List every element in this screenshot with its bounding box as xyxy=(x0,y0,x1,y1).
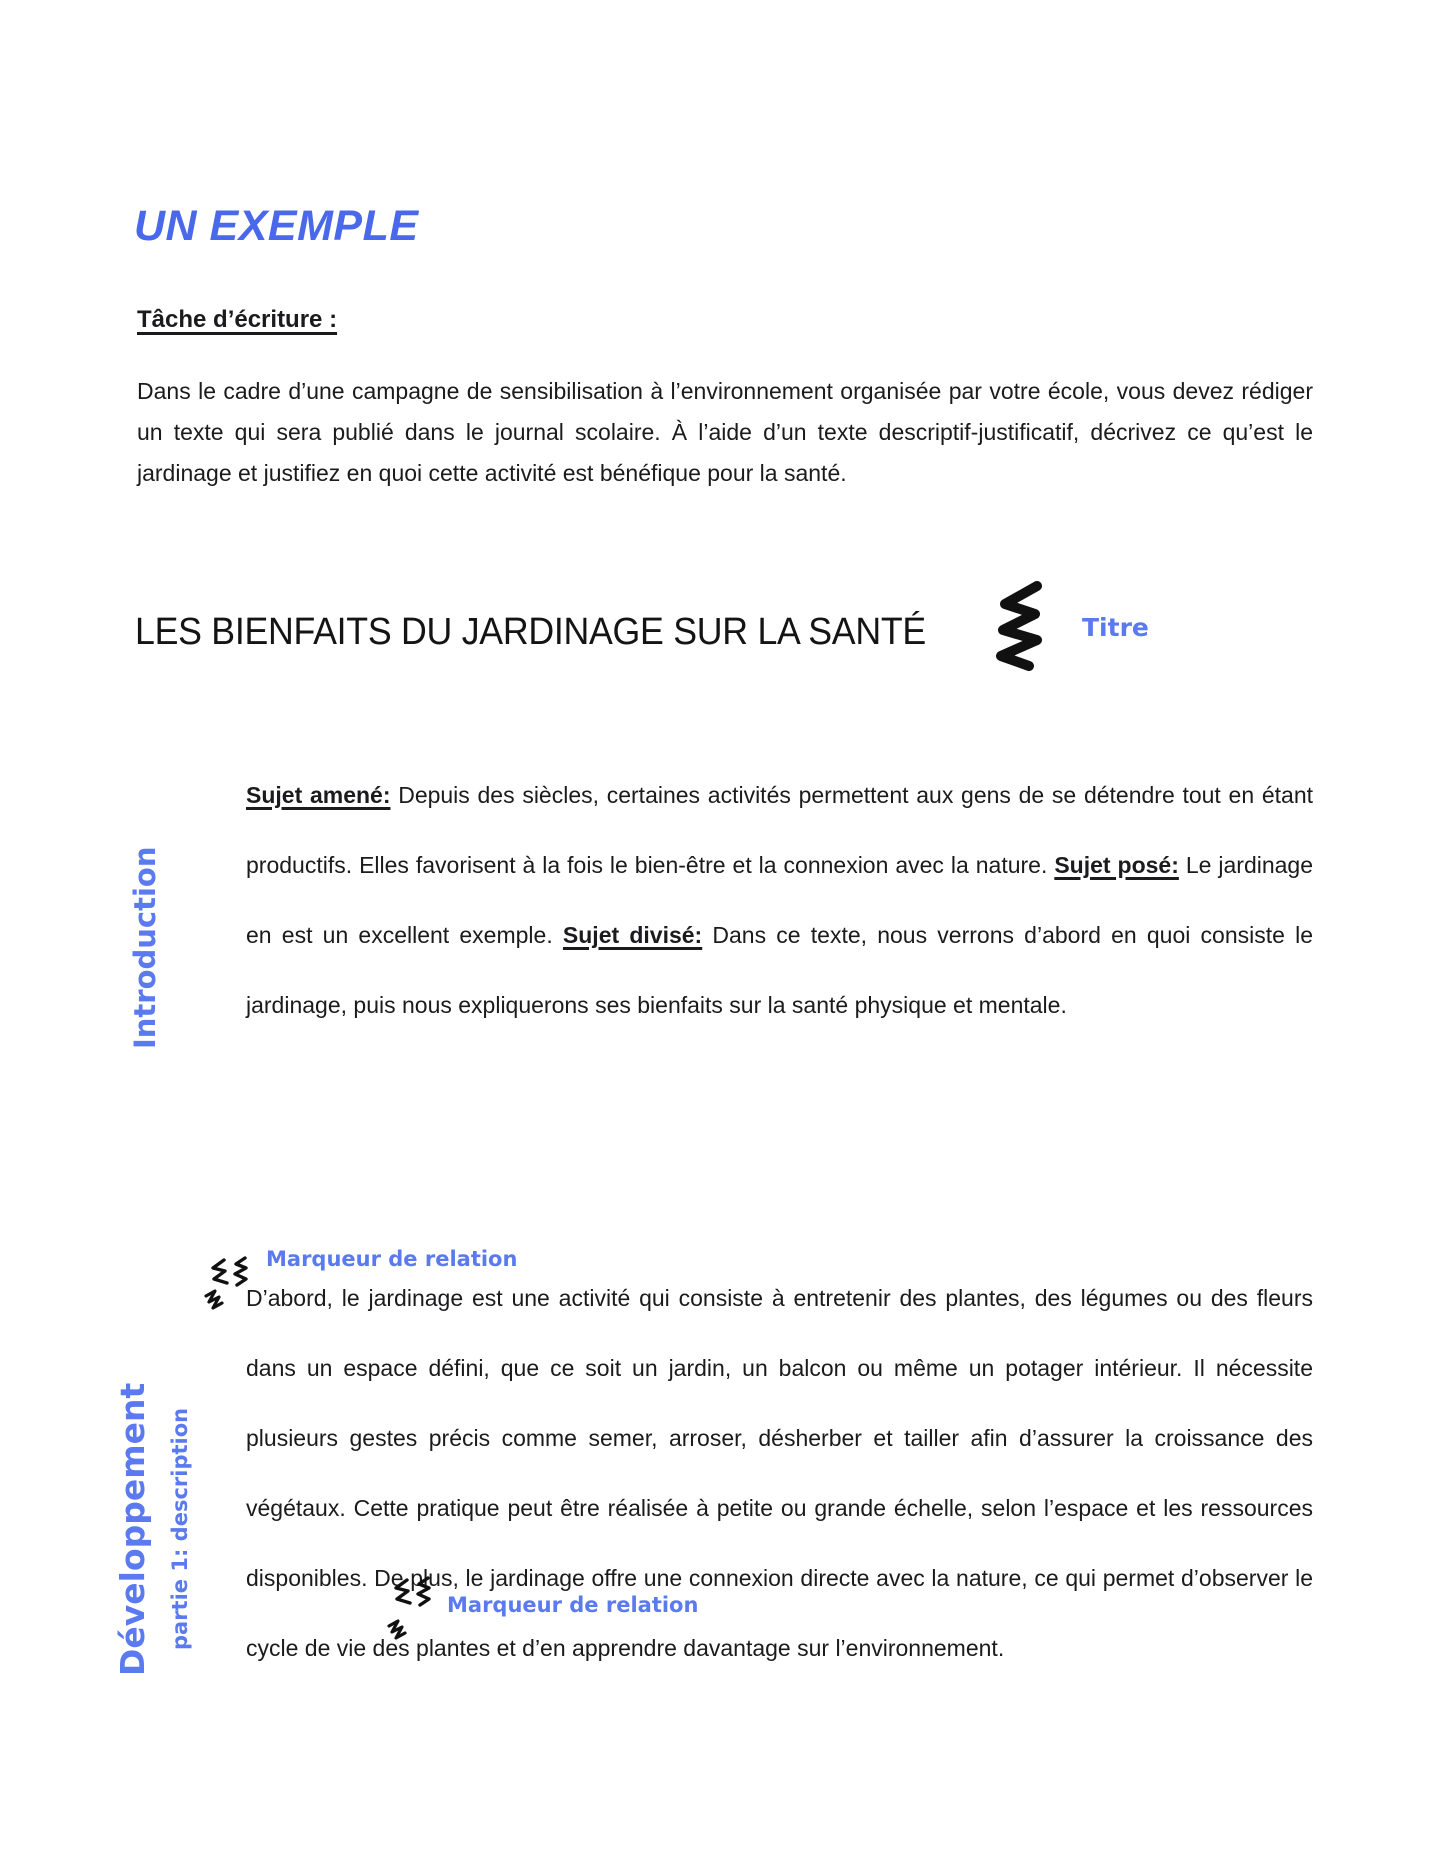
essay-title: LES BIENFAITS DU JARDINAGE SUR LA SANTÉ xyxy=(135,611,926,653)
sidebar-label-development-part1: partie 1: description xyxy=(168,1407,192,1651)
task-paragraph: Dans le cadre d’une campagne de sensibilisation à l’environnement organisée par votre école, vous devez rédiger un texte qui sera publié dans le journal scolaire. À l’aide d’un texte descriptif-justificatif, décrivez ce qu’est le jardinage et justifiez en quoi cette activité est bénéfique pour la santé. xyxy=(137,378,1313,486)
development-paragraph: D’abord, le jardinage est une activité qui consiste à entretenir des plantes, des légumes ou des fleurs dans un espace défini, que ce soit un jardin, un balcon ou même un potager intérieur. Il nécessite plusieurs gestes précis comme semer, arroser, désherber et tailler afin d’assurer la croissance des végétaux. Cette pratique peut être réalisée à petite ou grande échelle, selon l’espace et les ressources disponibles. De plus, le jardinage offre une connexion directe avec la nature, ce qui permet d’observer le cycle de vie des plantes et d’en apprendre davantage sur l’environnement. xyxy=(246,1285,1313,1661)
squiggle-icon xyxy=(991,578,1049,674)
relation-marker-label-2: Marqueur de relation xyxy=(447,1593,699,1617)
relation-marker-label-1: Marqueur de relation xyxy=(266,1247,518,1271)
scribble-icon xyxy=(383,1574,439,1648)
task-heading: Tâche d’écriture : xyxy=(137,306,338,333)
sidebar-label-introduction: Introduction xyxy=(128,846,162,1050)
introduction-paragraph: Sujet amené: Depuis des siècles, certaines activités permettent aux gens de se détendre tout en étant productifs. Elles favorisent à la fois le bien-être et la connexion avec la nature. Sujet posé: Le jardinage en est un excellent exemple. Sujet divisé: Dans ce texte, nous verrons d’abord en quoi consiste le jardinage, puis nous expliquerons ses bienfaits sur la santé physique et mentale. xyxy=(246,782,1314,1018)
title-annotation-label: Titre xyxy=(1082,613,1149,642)
sidebar-label-development: Développement xyxy=(113,1382,152,1676)
page-title: UN EXEMPLE xyxy=(134,202,419,250)
